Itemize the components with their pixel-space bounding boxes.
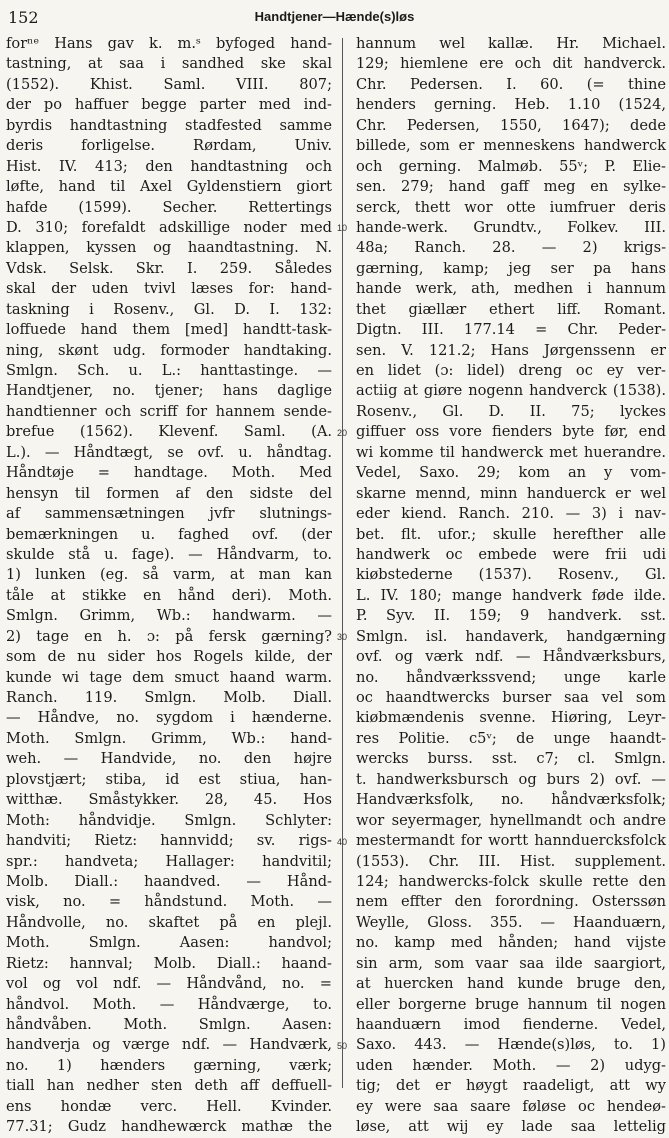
text-line: vol og vol ndf. — Håndvånd, no. = <box>6 975 332 993</box>
text-line: ey were saa saare føløse oc hendeø- <box>356 1097 666 1115</box>
text-line: no. 1) hænders gærning, værk; <box>6 1056 332 1074</box>
text-line: ning, skønt udg. formoder handtaking. <box>6 341 332 359</box>
text-line: bemærkningen u. faghed ovf. (der <box>6 525 332 543</box>
text-line: som de nu sider hos Rogels kilde, der <box>6 648 332 666</box>
text-line: eller borgerne bruge hannum til nogen <box>356 995 666 1013</box>
text-line: løse, att wij ey lade saa lettelig <box>356 1118 666 1136</box>
text-line: tiall han nedher sten deth aff deffuell- <box>6 1077 332 1095</box>
text-line: Weylle, Gloss. 355. — Haanduærn, <box>356 913 666 931</box>
text-line: taskning i Rosenv., Gl. D. I. 132: <box>6 300 332 318</box>
text-line: billede, som er menneskens handwerck <box>356 137 666 155</box>
text-line: 77.31; Gudz handhewærck mathæ the <box>6 1118 332 1136</box>
text-line: thet giællær ethert liff. Romant. <box>356 300 666 318</box>
text-line: Smlgn. Sch. u. L.: hanttastinge. — <box>6 362 332 379</box>
text-line: res Politie. c5ᵛ; de unge haandt- <box>356 729 666 747</box>
text-line: tastning, at saa i sandhed ske skal <box>6 55 332 73</box>
page-number: 152 <box>8 8 39 27</box>
text-line: Håndtøje = handtage. Moth. Med <box>6 464 332 482</box>
text-line: Vedel, Saxo. 29; kom an y vom- <box>356 464 666 482</box>
text-line: plovstjært; stiba, id est stiua, han- <box>6 770 332 788</box>
text-line: hande-werk. Grundtv., Folkev. III. <box>356 218 666 236</box>
text-line: 1) lunken (eg. så varm, at man kan <box>6 566 332 584</box>
text-line: no. håndværkssvend; unge karle <box>356 668 666 686</box>
text-line: Chr. Pedersen. I. 60. (= thine <box>356 75 666 93</box>
text-line: kiøbstederne (1537). Rosenv., Gl. <box>356 566 666 584</box>
text-line: handtienner och scriff for hannem sende- <box>6 402 332 420</box>
text-line: loffuede hand them [med] handtt-task- <box>6 321 332 339</box>
text-line: P. Syv. II. 159; 9 handverk. sst. <box>356 607 666 625</box>
text-line: no. kamp med hånden; hand vijste <box>356 934 666 952</box>
text-line: Handtjener, no. tjener; hans daglige <box>6 382 332 400</box>
text-line: hafde (1599). Secher. Rettertings <box>6 198 332 216</box>
text-line: Digtn. III. 177.14 = Chr. Peder- <box>356 321 666 339</box>
line-number: 20 <box>337 427 348 438</box>
text-line: kiøbmændenis svenne. Hiøring, Leyr- <box>356 709 666 727</box>
text-line: uden hænder. Moth. — 2) udyg- <box>356 1056 666 1074</box>
text-line: serck, thett wor otte iumfruer deris <box>356 198 666 216</box>
text-line: håndvol. Moth. — Håndværge, to. <box>6 995 332 1013</box>
text-line: nem effter den forordning. Osterssøn <box>356 893 666 911</box>
text-line: Moth. Smlgn. Aasen: handvol; <box>6 934 332 952</box>
text-line: 124; handwercks-folck skulle rette den <box>356 872 666 890</box>
text-line: en lidet (ɔ: lidel) dreng oc ey ver- <box>356 362 666 379</box>
line-number: 50 <box>337 1041 348 1052</box>
text-line: der po haffuer begge parter med ind- <box>6 96 332 114</box>
text-line: handviti; Rietz: hannvidd; sv. rigs- <box>6 832 332 850</box>
text-line: Smlgn. Grimm, Wb.: handwarm. — <box>6 607 332 625</box>
text-line: løfte, hand til Axel Gyldenstiern giort <box>6 178 332 196</box>
text-line: skal der uden tvivl læses for: hand- <box>6 280 332 298</box>
text-line: sen. V. 121.2; Hans Jørgenssenn er <box>356 341 666 359</box>
text-line: ens hondæ verc. Hell. Kvinder. <box>6 1097 332 1115</box>
text-line: gærning, kamp; jeg ser pa hans <box>356 259 666 277</box>
text-line: mestermandt for wortt hannduercksfolck <box>356 832 666 850</box>
text-line: Vdsk. Selsk. Skr. I. 259. Således <box>6 259 332 277</box>
text-line: Hist. IV. 413; den handtastning och <box>6 157 332 175</box>
text-line: Molb. Diall.: haandved. — Hånd- <box>6 872 332 890</box>
right-column <box>356 34 666 1136</box>
text-line: Håndvolle, no. skaftet på en plejl. <box>6 913 332 931</box>
text-line: Moth: håndvidje. Smlgn. Schlyter: <box>6 811 332 829</box>
text-line: wi komme til handwerck met huerandre. <box>356 443 666 461</box>
text-line: visk, no. = håndstund. Moth. — <box>6 893 332 911</box>
text-line: Handværksfolk, no. håndværksfolk; <box>356 791 666 809</box>
text-line: spr.: handveta; Hallager: handvitil; <box>6 852 332 870</box>
text-line: sin arm, som vaar saa ilde saargiort, <box>356 954 666 972</box>
text-line: bet. flt. ufor.; skulle herefther alle <box>356 525 666 543</box>
text-line: byrdis handtastning stadfested samme <box>6 116 332 134</box>
text-line: L.). — Håndtægt, se ovf. u. håndtag. <box>6 443 332 461</box>
text-line: brefue (1562). Klevenf. Saml. (A. <box>6 423 332 441</box>
running-head: Handtjener—Hænde(s)løs <box>254 9 415 24</box>
text-line: (1552). Khist. Saml. VIII. 807; <box>6 75 332 93</box>
text-line: hensyn til formen af den sidste del <box>6 484 332 502</box>
text-line: deris forligelse. Rørdam, Univ. <box>6 137 332 155</box>
left-column <box>6 34 332 1136</box>
text-line: Moth. Smlgn. Grimm, Wb.: hand- <box>6 729 332 747</box>
text-line: Saxo. 443. — Hænde(s)løs, to. 1) <box>356 1036 666 1054</box>
text-line: — Håndve, no. sygdom i hænderne. <box>6 709 332 727</box>
text-line: wor seyermager, hynellmandt och andre <box>356 811 666 829</box>
text-line: sen. 279; hand gaff meg en sylke- <box>356 178 666 196</box>
text-line: handwerk oc embede were frii udi <box>356 545 666 563</box>
text-line: kunde wi tage dem smuct haand warm. <box>6 668 332 686</box>
text-line: 48a; Ranch. 28. — 2) krigs- <box>356 239 666 257</box>
text-line: oc haandtwercks burser saa vel som <box>356 689 666 706</box>
text-line: Rosenv., Gl. D. II. 75; lyckes <box>356 402 666 420</box>
text-line: skulde stå u. fage). — Håndvarm, to. <box>6 545 332 563</box>
text-line: eder kiend. Ranch. 210. — 3) i nav- <box>356 505 666 523</box>
text-line: tig; det er høygt raadeligt, att wy <box>356 1077 666 1095</box>
text-line: Smlgn. isl. handaverk, handgærning <box>356 627 666 645</box>
text-line: hannum wel kallæ. Hr. Michael. <box>356 35 666 52</box>
text-line: ovf. og værk ndf. — Håndværksburs, <box>356 648 666 666</box>
text-line: giffuer oss vore fienders byte før, end <box>356 423 666 441</box>
text-line: forⁿᵉ Hans gav k. m.ˢ byfoged hand- <box>6 35 332 52</box>
text-line: t. handwerksbursch og burs 2) ovf. — <box>356 770 666 788</box>
text-line: Ranch. 119. Smlgn. Molb. Diall. <box>6 689 332 706</box>
text-line: weh. — Handvide, no. den højre <box>6 750 332 768</box>
page-header <box>0 6 669 30</box>
text-line: at huercken hand kunde bruge den, <box>356 975 666 993</box>
text-line: klappen, kyssen og haandtastning. N. <box>6 239 332 257</box>
text-line: och gerning. Malmøb. 55ᵛ; P. Elie- <box>356 157 666 175</box>
line-number: 40 <box>337 836 348 847</box>
text-line: Rietz: hannval; Molb. Diall.: haand- <box>6 954 332 972</box>
text-line: 129; hiemlene ere och dit handverck. <box>356 55 666 73</box>
text-line: tåle at stikke en hånd deri). Moth. <box>6 586 332 604</box>
column-divider <box>342 38 343 1088</box>
text-line: hande werk, ath, medhen i hannum <box>356 280 666 298</box>
text-line: 2) tage en h. ɔ: på fersk gærning? <box>6 627 332 645</box>
line-number: 10 <box>337 223 348 234</box>
text-line: af sammensætningen jvfr slutnings- <box>6 505 332 523</box>
text-line: (1553). Chr. III. Hist. supplement. <box>356 852 666 870</box>
text-line: handverja og værge ndf. — Handværk, <box>6 1036 332 1054</box>
text-line: haanduærn imod fienderne. Vedel, <box>356 1016 666 1033</box>
text-line: henders gerning. Heb. 1.10 (1524, <box>356 96 666 114</box>
line-number: 30 <box>337 632 348 643</box>
text-line: wercks burss. sst. c7; cl. Smlgn. <box>356 750 666 768</box>
text-line: skarne mennd, minn handuerck er wel <box>356 484 666 502</box>
text-line: håndvåben. Moth. Smlgn. Aasen: <box>6 1016 332 1033</box>
text-line: actiig at giøre nogenn handverck (1538). <box>356 382 666 400</box>
text-line: witthæ. Småstykker. 28, 45. Hos <box>6 791 332 809</box>
text-line: D. 310; forefaldt adskillige noder med <box>6 218 332 236</box>
text-line: Chr. Pedersen, 1550, 1647); dede <box>356 116 666 134</box>
text-line: L. IV. 180; mange handverk føde ilde. <box>356 586 666 604</box>
